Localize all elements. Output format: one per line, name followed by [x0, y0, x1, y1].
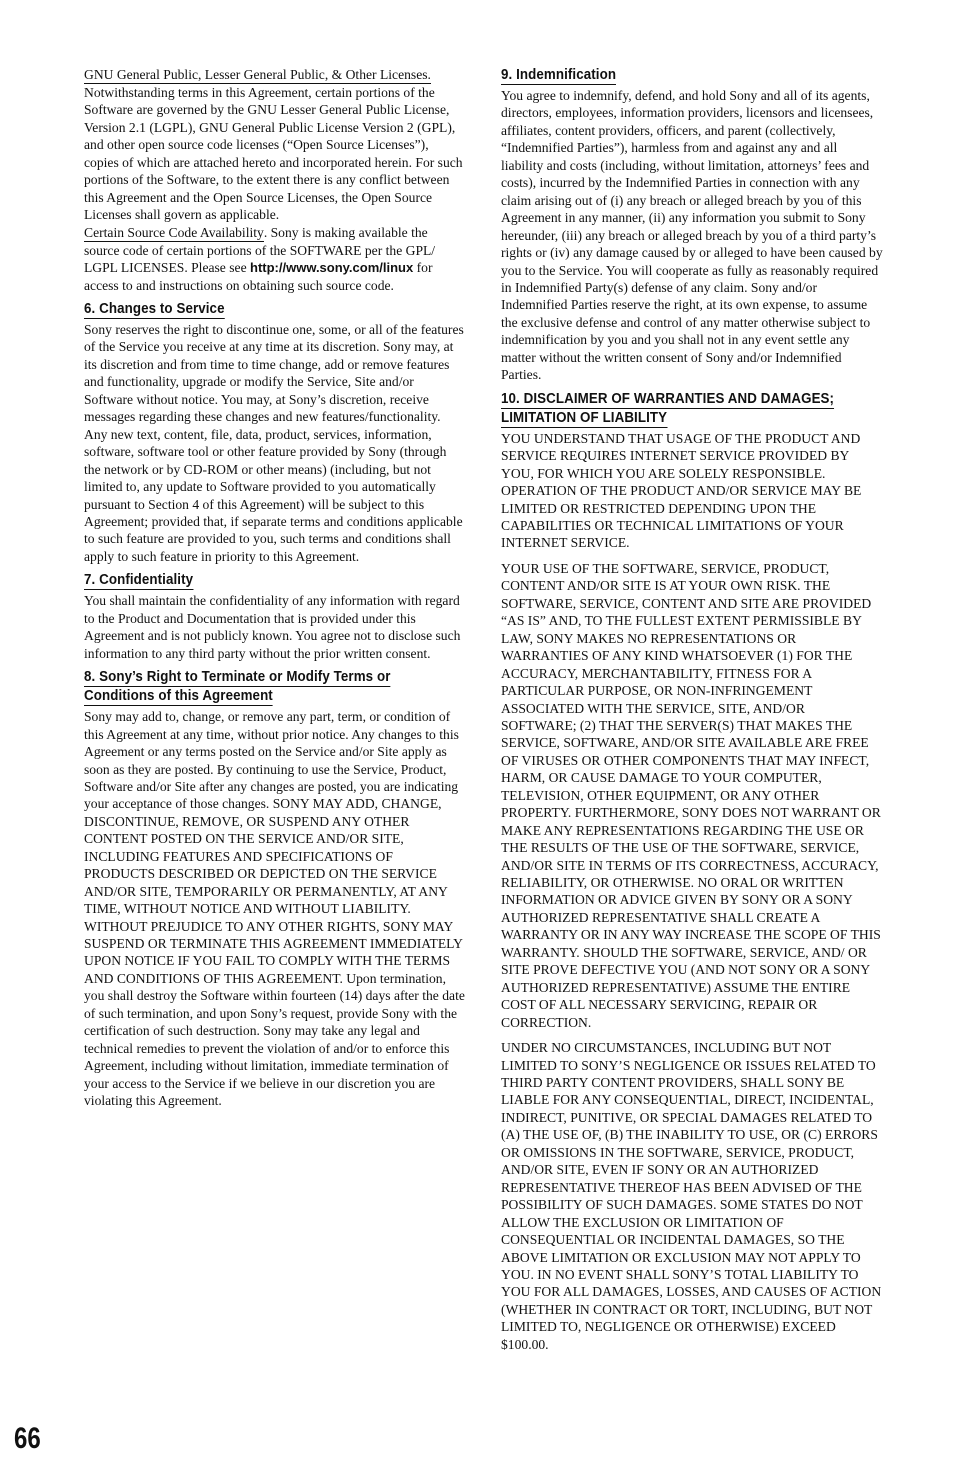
gnu-license-paragraph	[84, 66, 466, 224]
source-code-link[interactable]: http://www.sony.com/linux	[250, 260, 414, 276]
gnu-license-heading: GNU General Public, Lesser General Public, & Other Licenses.	[84, 67, 431, 82]
page-number: 66	[14, 1422, 41, 1455]
right-column	[501, 66, 883, 1353]
section-7-body: You shall maintain the confidentiality of any information with regard to the Product and Documentation that is provided under this Agreement and is not publicly known. You agree not to disclose such information to any third party without the prior written consent.	[84, 593, 461, 661]
section-7-title: 7. Confidentiality	[84, 572, 194, 589]
source-code-heading: Certain Source Code Availability	[84, 224, 264, 240]
section-8-body: Sony may add to, change, or remove any part, term, or condition of this Agreement at any time, without prior notice. Any changes to this Agreement or any terms posted on the Service and/or Site apply as soon as they are posted. By continuing to use the Service, Product, Software and/or Site after any changes are posted, you are indicating your acceptance of those changes. SONY MAY ADD, CHANGE, DISCONTINUE, REMOVE, OR SUSPEND ANY OTHER CONTENT POSTED ON THE SERVICE AND/OR SITE, INCLUDING FEATURES AND SPECIFICATIONS OF PRODUCTS DESCRIBED OR DEPICTED ON THE SERVICE AND/OR SITE, TEMPORARILY OR PERMANENTLY, AT ANY TIME, WITHOUT NOTICE AND WITHOUT LIABILITY. WITHOUT PREJUDICE TO ANY OTHER RIGHTS, SONY MAY SUSPEND OR TERMINATE THIS AGREEMENT IMMEDIATELY UPON NOTICE IF YOU FAIL TO COMPLY WITH THE TERMS AND CONDITIONS OF THIS AGREEMENT. Upon termination, you shall destroy the Software within fourteen (14) days after the date of such termination, and upon Sony’s request, provide Sony with the certification of such destruction. Sony may take any legal and technical remedies to prevent the violation of and/or to enforce this Agreement, including without limitation, immediate termination of your access to the Service if we believe in our discretion you are violating this Agreement.	[84, 709, 465, 1109]
gnu-license-body: Notwithstanding terms in this Agreement, certain portions of the Software are governed by the GNU Lesser General Public License, Version 2.1 (LGPL), GNU General Public License Version 2 (GPL), and other open source code licenses (“Open Source Licenses”), copies of which are attached hereto and incorporated herein. For such portions of the Software, to the extent there is any conflict between this Agreement and the Open Source Licenses, the Open Source Licenses shall govern as applicable.	[84, 85, 463, 223]
source-code-paragraph	[84, 224, 466, 294]
section-10-paragraph-1: YOU UNDERSTAND THAT USAGE OF THE PRODUCT AND SERVICE REQUIRES INTERNET SERVICE PROVIDED BY YOU, FOR WHICH YOU ARE SOLELY RESPONSIBLE. OPERATION OF THE PRODUCT AND/OR SERVICE MAY BE LIMITED OR RESTRICTED DEPENDING UPON THE CAPABILITIES OR TECHNICAL LIMITATIONS OF YOUR INTERNET SERVICE.	[501, 430, 862, 551]
section-9-title: 9. Indemnification	[501, 67, 617, 83]
left-column	[84, 66, 466, 1110]
section-6-body: Sony reserves the right to discontinue one, some, or all of the features of the Service you receive at any time at its discretion. Sony may, at its discretion and from time to time change, add or remove features and functionality, upgrade or modify the Service, Site and/or Software without notice. You may, at Sony’s discretion, receive messages regarding these changes and new features/functionality. Any new text, content, file, data, product, services, information, software, software tool or other feature provided by Sony (through the network or by CD-ROM or other means) (including, but not limited to, any update to Software provided to you automatically pursuant to Section 4 of this Agreement) will be subject to this Agreement; provided that, if separate terms and conditions applicable to such feature are provided to you, such terms and conditions shall apply to such feature in priority to this Agreement.	[84, 321, 464, 564]
source-code-body-2: for access to and instructions on obtaining such source code.	[84, 260, 433, 293]
section-10-paragraph-3: UNDER NO CIRCUMSTANCES, INCLUDING BUT NOT LIMITED TO SONY’S NEGLIGENCE OR ISSUES RELATED TO THIRD PARTY CONTENT PROVIDERS, SHALL SONY BE LIABLE FOR ANY CONSEQUENTIAL, DIRECT, INCIDENTAL, INDIRECT, PUNITIVE, OR SPECIAL DAMAGES RELATED TO (A) THE USE OF, (B) THE INABILITY TO USE, OR (C) ERRORS OR OMISSIONS IN THE SOFTWARE, SERVICE, PRODUCT, AND/OR SITE, EVEN IF SONY OR AN AUTHORIZED REPRESENTATIVE THEREOF HAS BEEN ADVISED OF THE POSSIBILITY OF SUCH DAMAGES. SOME STATES DO NOT ALLOW THE EXCLUSION OR LIMITATION OF CONSEQUENTIAL OR INCIDENTAL DAMAGES, SO THE ABOVE LIMITATION OR EXCLUSION MAY NOT APPLY TO YOU. IN NO EVENT SHALL SONY’S TOTAL LIABILITY TO YOU FOR ALL DAMAGES, LOSSES, AND CAUSES OF ACTION (WHETHER IN CONTRACT OR TORT, INCLUDING, BUT NOT LIMITED TO, NEGLIGENCE OR OTHERWISE) EXCEED $100.00.	[501, 1040, 882, 1352]
section-8-title: 8. Sony’s Right to Terminate or Modify Terms or Conditions of this Agreement	[84, 669, 391, 705]
section-10-paragraph-2: YOUR USE OF THE SOFTWARE, SERVICE, PRODUCT, CONTENT AND/OR SITE IS AT YOUR OWN RISK. THE SOFTWARE, SERVICE, CONTENT AND SITE ARE PROVIDED “AS IS” AND, TO THE FULLEST EXTENT PERMISSIBLE BY LAW, SONY MAKES NO REPRESENTATIONS OR WARRANTIES OF ANY KIND WHATSOEVER (1) FOR THE ACCURACY, MERCHANTABILITY, FITNESS FOR A PARTICULAR PURPOSE, OR NON-INFRINGEMENT ASSOCIATED WITH THE SERVICE, SITE, AND/OR SOFTWARE; (2) THAT THE SERVER(S) THAT MAKES THE SERVICE, SOFTWARE, AND/OR SITE AVAILABLE ARE FREE OF VIRUSES OR OTHER COMPONENTS THAT MAY INFECT, HARM, OR CAUSE DAMAGE TO YOUR COMPUTER, TELEVISION, OTHER EQUIPMENT, OR ANY OTHER PROPERTY. FURTHERMORE, SONY DOES NOT WARRANT OR MAKE ANY REPRESENTATIONS REGARDING THE USE OR THE RESULTS OF THE USE OF THE SOFTWARE, SERVICE, AND/OR SITE IN TERMS OF ITS CORRECTNESS, ACCURACY, RELIABILITY, OR OTHERWISE. NO ORAL OR WRITTEN INFORMATION OR ADVICE GIVEN BY SONY OR A SONY AUTHORIZED REPRESENTATIVE SHALL CREATE A WARRANTY OR IN ANY WAY INCREASE THE SCOPE OF THIS WARRANTY. SHOULD THE SOFTWARE, SERVICE, AND/ OR SITE PROVE DEFECTIVE YOU (AND NOT SONY OR A SONY AUTHORIZED REPRESENTATIVE) ASSUME THE ENTIRE COST OF ALL NECESSARY SERVICING, REPAIR OR CORRECTION.	[501, 560, 881, 1030]
section-10-title: 10. DISCLAIMER OF WARRANTIES AND DAMAGES; LIMITATION OF LIABILITY	[501, 390, 835, 426]
section-6-title: 6. Changes to Service	[84, 300, 225, 317]
section-9-body: You agree to indemnify, defend, and hold Sony and all of its agents, directors, employees, information providers, licensors and licensees, affiliates, content providers, officers, and parent (collectively, “Indemnified Parties”), harmless from and against any and all liability and costs (including, without limitation, attorneys’ fees and costs), incurred by the Indemnified Parties in connection with any claim arising out of (i) any breach or alleged breach by you of this Agreement in any manner, (ii) any information you submit to Sony hereunder, (iii) any breach or alleged breach by you of a third party’s rights or (iv) any damage caused by or alleged to have been caused by you to the Service. You will cooperate as fully as reasonably required in Indemnified Party(s) defense of any claim. Sony and/or Indemnified Parties reserve the right, at its own expense, to assume the exclusive defense and control of any matter otherwise subject to indemnification by you and you shall not in any event settle any matter without the written consent of Sony and/or Indemnified Parties.	[501, 88, 883, 383]
source-code-body-1: . Sony is making available the source code of certain portions of the SOFTWARE per the GPL/ LGPL LICENSES. Please see	[84, 224, 436, 276]
